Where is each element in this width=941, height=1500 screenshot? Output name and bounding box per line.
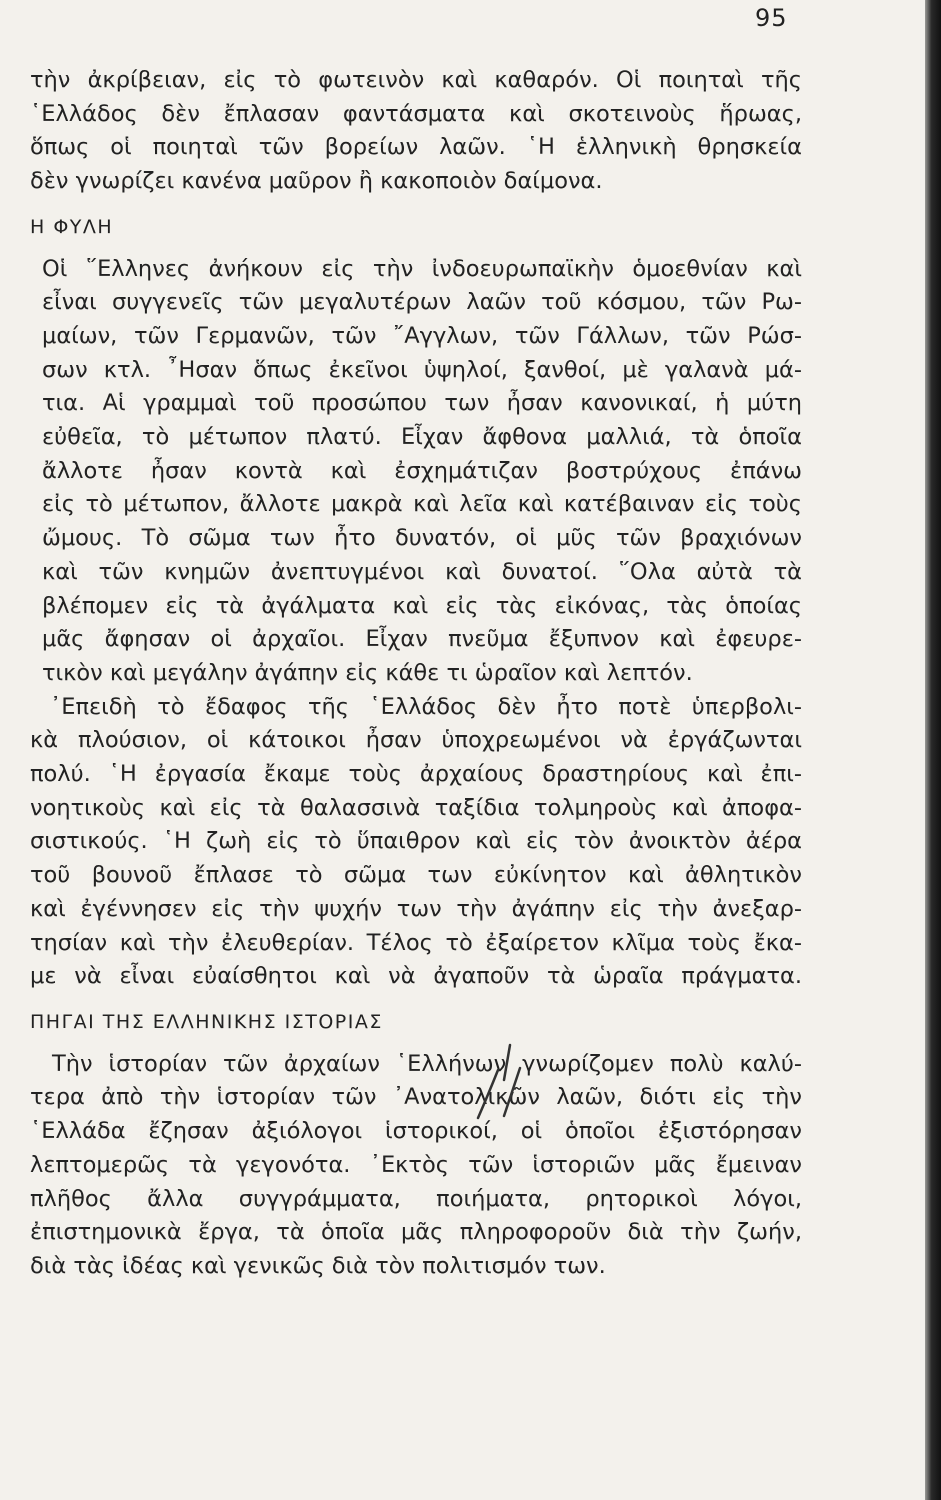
intro-paragraph: [30, 64, 802, 199]
text-line: μαίων, τῶν Γερμανῶν, τῶν ῎Αγγλων, τῶν Γάλλων, τῶν Ρώσ-: [42, 322, 802, 349]
text-line: μᾶς ἄφησαν οἱ ἀρχαῖοι. Εἶχαν πνεῦμα ἔξυπνον καὶ ἐφευρε-: [42, 626, 802, 653]
section-heading-race: Η ΦΥΛΗ: [30, 215, 114, 238]
text-line: εἰς τὸ μέτωπον, ἄλλοτε μακρὰ καὶ λεῖα καὶ κατέβαιναν εἰς τοὺς: [42, 491, 802, 518]
page-edge: [925, 0, 941, 1500]
text-line: ᾿Επειδὴ τὸ ἔδαφος τῆς ῾Ελλάδος δὲν ἦτο ποτὲ ὑπερβολι-: [50, 693, 802, 720]
text-line: πολύ. ῾Η ἐργασία ἔκαμε τοὺς ἀρχαίους δραστηρίους καὶ ἐπι-: [30, 761, 802, 788]
text-line: τικὸν καὶ μεγάλην ἀγάπην εἰς κάθε τι ὡραῖον καὶ λεπτόν.: [42, 659, 693, 686]
text-line: τερα ἀπὸ τὴν ἱστορίαν τῶν ᾿Ανατολικῶν λαῶν, διότι εἰς τὴν: [30, 1084, 802, 1111]
text-line: ἄλλοτε ἦσαν κοντὰ καὶ ἐσχημάτιζαν βοστρύχους ἐπάνω: [42, 457, 802, 484]
text-line: σων κτλ. ῏Ησαν ὅπως ἐκεῖνοι ὑψηλοί, ξανθοί, μὲ γαλανὰ μά-: [42, 356, 802, 383]
pencil-mark-icon: [470, 1040, 530, 1120]
page-number: 95: [755, 4, 788, 32]
text-line: ὤμους. Τὸ σῶμα των ἦτο δυνατόν, οἱ μῦς τῶν βραχιόνων: [42, 525, 802, 552]
text-line: Οἱ ῞Ελληνες ἀνήκουν εἰς τὴν ἰνδοευρωπαϊκὴν ὁμοεθνίαν καὶ: [42, 255, 802, 282]
text-line: ἐπιστημονικὰ ἔργα, τὰ ὁποῖα μᾶς πληροφοροῦν διὰ τὴν ζωήν,: [30, 1219, 802, 1246]
text-line: νοητικοὺς καὶ εἰς τὰ θαλασσινὰ ταξίδια τολμηροὺς καὶ ἀποφα-: [30, 794, 802, 821]
text-line: καὶ ἐγέννησεν εἰς τὴν ψυχήν των τὴν ἀγάπην εἰς τὴν ἀνεξαρ-: [30, 895, 802, 922]
text-line: εὐθεῖα, τὸ μέτωπον πλατύ. Εἶχαν ἄφθονα μαλλιά, τὰ ὁποῖα: [42, 424, 802, 451]
race-paragraph-2: [30, 691, 802, 994]
race-paragraph-1: [30, 253, 802, 691]
text-line: λεπτομερῶς τὰ γεγονότα. ᾿Εκτὸς τῶν ἱστοριῶν μᾶς ἔμειναν: [30, 1151, 802, 1178]
text-line: πλῆθος ἄλλα συγγράμματα, ποιήματα, ρητορικοὶ λόγοι,: [30, 1185, 802, 1212]
text-line: σιστικούς. ῾Η ζωὴ εἰς τὸ ὕπαιθρον καὶ εἰς τὸν ἀνοικτὸν ἀέρα: [30, 828, 802, 855]
text-line: με νὰ εἶναι εὐαίσθητοι καὶ νὰ ἀγαποῦν τὰ ὡραῖα πράγματα.: [30, 963, 802, 990]
text-line: καὶ τῶν κνημῶν ἀνεπτυγμένοι καὶ δυνατοί. ῞Ολα αὐτὰ τὰ: [42, 558, 802, 585]
text-line: τὴν ἀκρίβειαν, εἰς τὸ φωτεινὸν καὶ καθαρόν. Οἱ ποιηταὶ τῆς: [30, 67, 802, 93]
sources-paragraph: [30, 1048, 802, 1284]
text-line: εἶναι συγγενεῖς τῶν μεγαλυτέρων λαῶν τοῦ κόσμου, τῶν Ρω-: [42, 289, 802, 316]
text-line: ῾Ελλάδος δὲν ἔπλασαν φαντάσματα καὶ σκοτεινοὺς ἥρωας,: [30, 100, 802, 127]
text-line: τια. Αἱ γραμμαὶ τοῦ προσώπου των ἦσαν κανονικαί, ἡ μύτη: [42, 390, 802, 417]
section-heading-sources: ΠΗΓΑΙ ΤΗΣ ΕΛΛΗΝΙΚΗΣ ΙΣΤΟΡΙΑΣ: [30, 1010, 383, 1033]
text-line: δὲν γνωρίζει κανένα μαῦρον ἢ κακοποιὸν δαίμονα.: [30, 168, 603, 195]
text-line: ὅπως οἱ ποιηταὶ τῶν βορείων λαῶν. ῾Η ἑλληνικὴ θρησκεία: [30, 134, 802, 161]
text-line: διὰ τὰς ἰδέας καὶ γενικῶς διὰ τὸν πολιτισμόν των.: [30, 1252, 606, 1279]
text-line: τησίαν καὶ τὴν ἐλευθερίαν. Τέλος τὸ ἐξαίρετον κλῖμα τοὺς ἔκα-: [30, 929, 802, 956]
page-text: [30, 64, 802, 1284]
text-line: ῾Ελλάδα ἔζησαν ἀξιόλογοι ἱστορικοί, οἱ ὁποῖοι ἐξιστόρησαν: [30, 1118, 802, 1145]
text-line: κὰ πλούσιον, οἱ κάτοικοι ἦσαν ὑποχρεωμένοι νὰ ἐργάζωνται: [30, 727, 802, 754]
text-line: βλέπομεν εἰς τὰ ἀγάλματα καὶ εἰς τὰς εἰκόνας, τὰς ὁποίας: [42, 592, 802, 619]
text-line: τοῦ βουνοῦ ἔπλασε τὸ σῶμα των εὐκίνητον καὶ ἀθλητικὸν: [30, 862, 802, 889]
text-line: Τὴν ἱστορίαν τῶν ἀρχαίων ῾Ελλήνων γνωρίζομεν πολὺ καλύ-: [52, 1050, 802, 1077]
